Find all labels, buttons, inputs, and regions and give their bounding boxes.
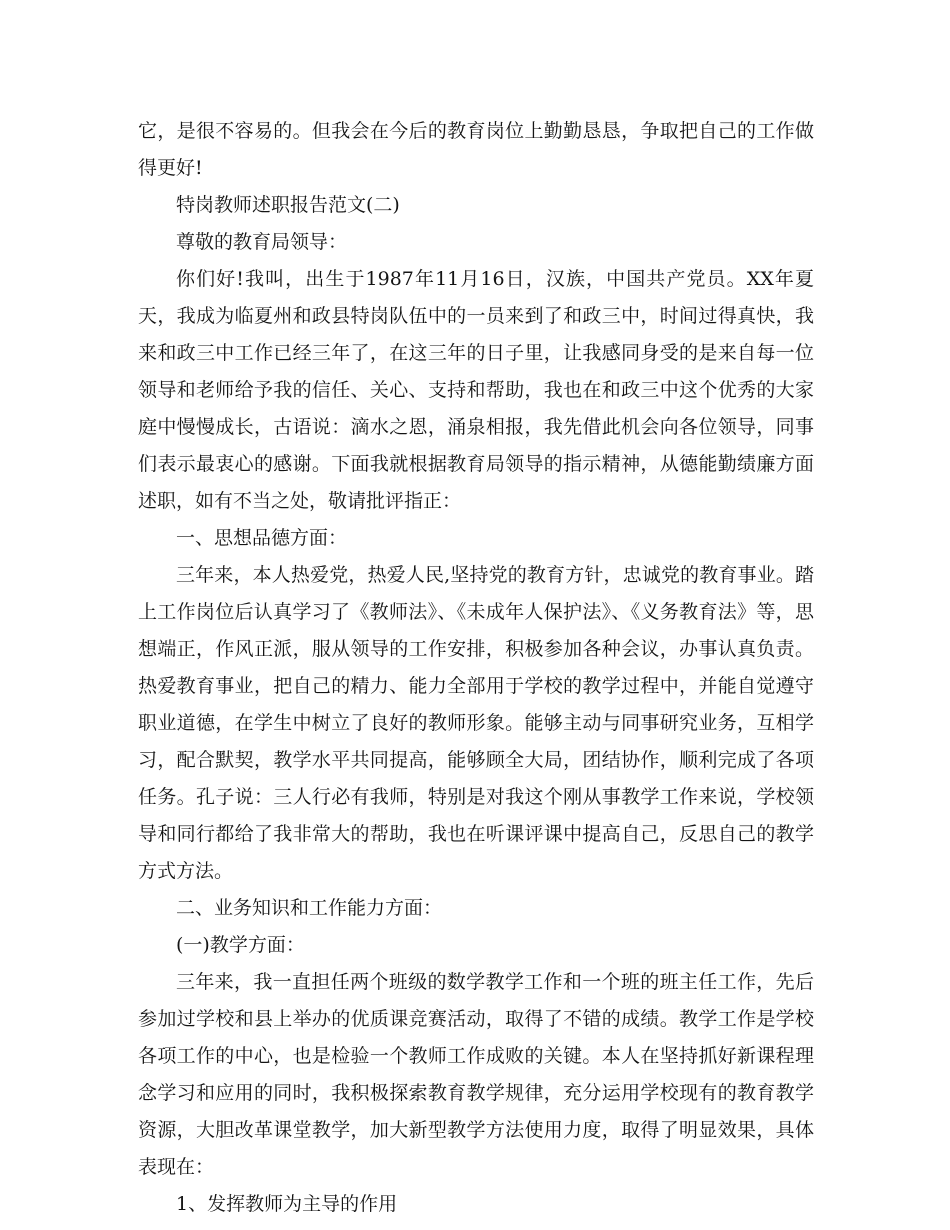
salutation: 尊敬的教育局领导： <box>176 231 348 253</box>
section-title: 特岗教师述职报告范文(二) <box>176 194 400 216</box>
paragraph-ideology: 三年来，本人热爱党，热爱人民,坚持党的教育方针，忠诚党的教育事业。踏上工作岗位后认真学习了《教师法》、《未成年人保护法》、《义务教育法》等，思想端正，作风正派，服从领导的工作安排，积极参加各种会议，办事认真负责。热爱教育事业，把自己的精力、能力全部用于学校的教学过程中，并能自觉遵守职业道德，在学生中树立了良好的教师形象。能够主动与同事研究业务，互相学习，配合默契，教学水平共同提高，能够顾全大局，团结协作，顺利完成了各项任务。孔子说：三人行必有我师，特别是对我这个刚从事教学工作来说，学校领导和同行都给了我非常大的帮助，我也在听课评课中提高自己，反思自己的教学方式方法。 <box>138 564 814 882</box>
subheading-teaching: (一)教学方面： <box>176 934 305 956</box>
paragraph-introduction: 你们好!我叫，出生于1987年11月16日，汉族，中国共产党员。XX年夏天，我成为临夏州和政县特岗队伍中的一员来到了和政三中，时间过得真快，我来和政三中工作已经三年了，在这三年的日子里，让我感同身受的是来自每一位领导和老师给予我的信任、关心、支持和帮助，我也在和政三中这个优秀的大家庭中慢慢成长，古语说：滴水之恩，涌泉相报，我先借此机会向各位领导，同事们表示最衷心的感谢。下面我就根据教育局领导的指示精神，从德能勤绩廉方面述职，如有不当之处，敬请批评指正： <box>138 268 814 512</box>
document-body <box>138 113 814 1223</box>
paragraph-continuation: 它，是很不容易的。但我会在今后的教育岗位上勤勤恳恳，争取把自己的工作做得更好! <box>138 120 814 179</box>
heading-ideology: 一、思想品德方面： <box>176 527 348 549</box>
heading-professional-ability: 二、业务知识和工作能力方面： <box>176 897 443 919</box>
list-item-teacher-role: 1、发挥教师为主导的作用 <box>176 1193 398 1215</box>
paragraph-teaching: 三年来，我一直担任两个班级的数学教学工作和一个班的班主任工作，先后参加过学校和县上举办的优质课竞赛活动，取得了不错的成绩。教学工作是学校各项工作的中心，也是检验一个教师工作成败的关键。本人在坚持抓好新课程理念学习和应用的同时，我积极探索教育教学规律，充分运用学校现有的教育教学资源，大胆改革课堂教学，加大新型教学方法使用力度，取得了明显效果，具体表现在： <box>138 971 814 1178</box>
